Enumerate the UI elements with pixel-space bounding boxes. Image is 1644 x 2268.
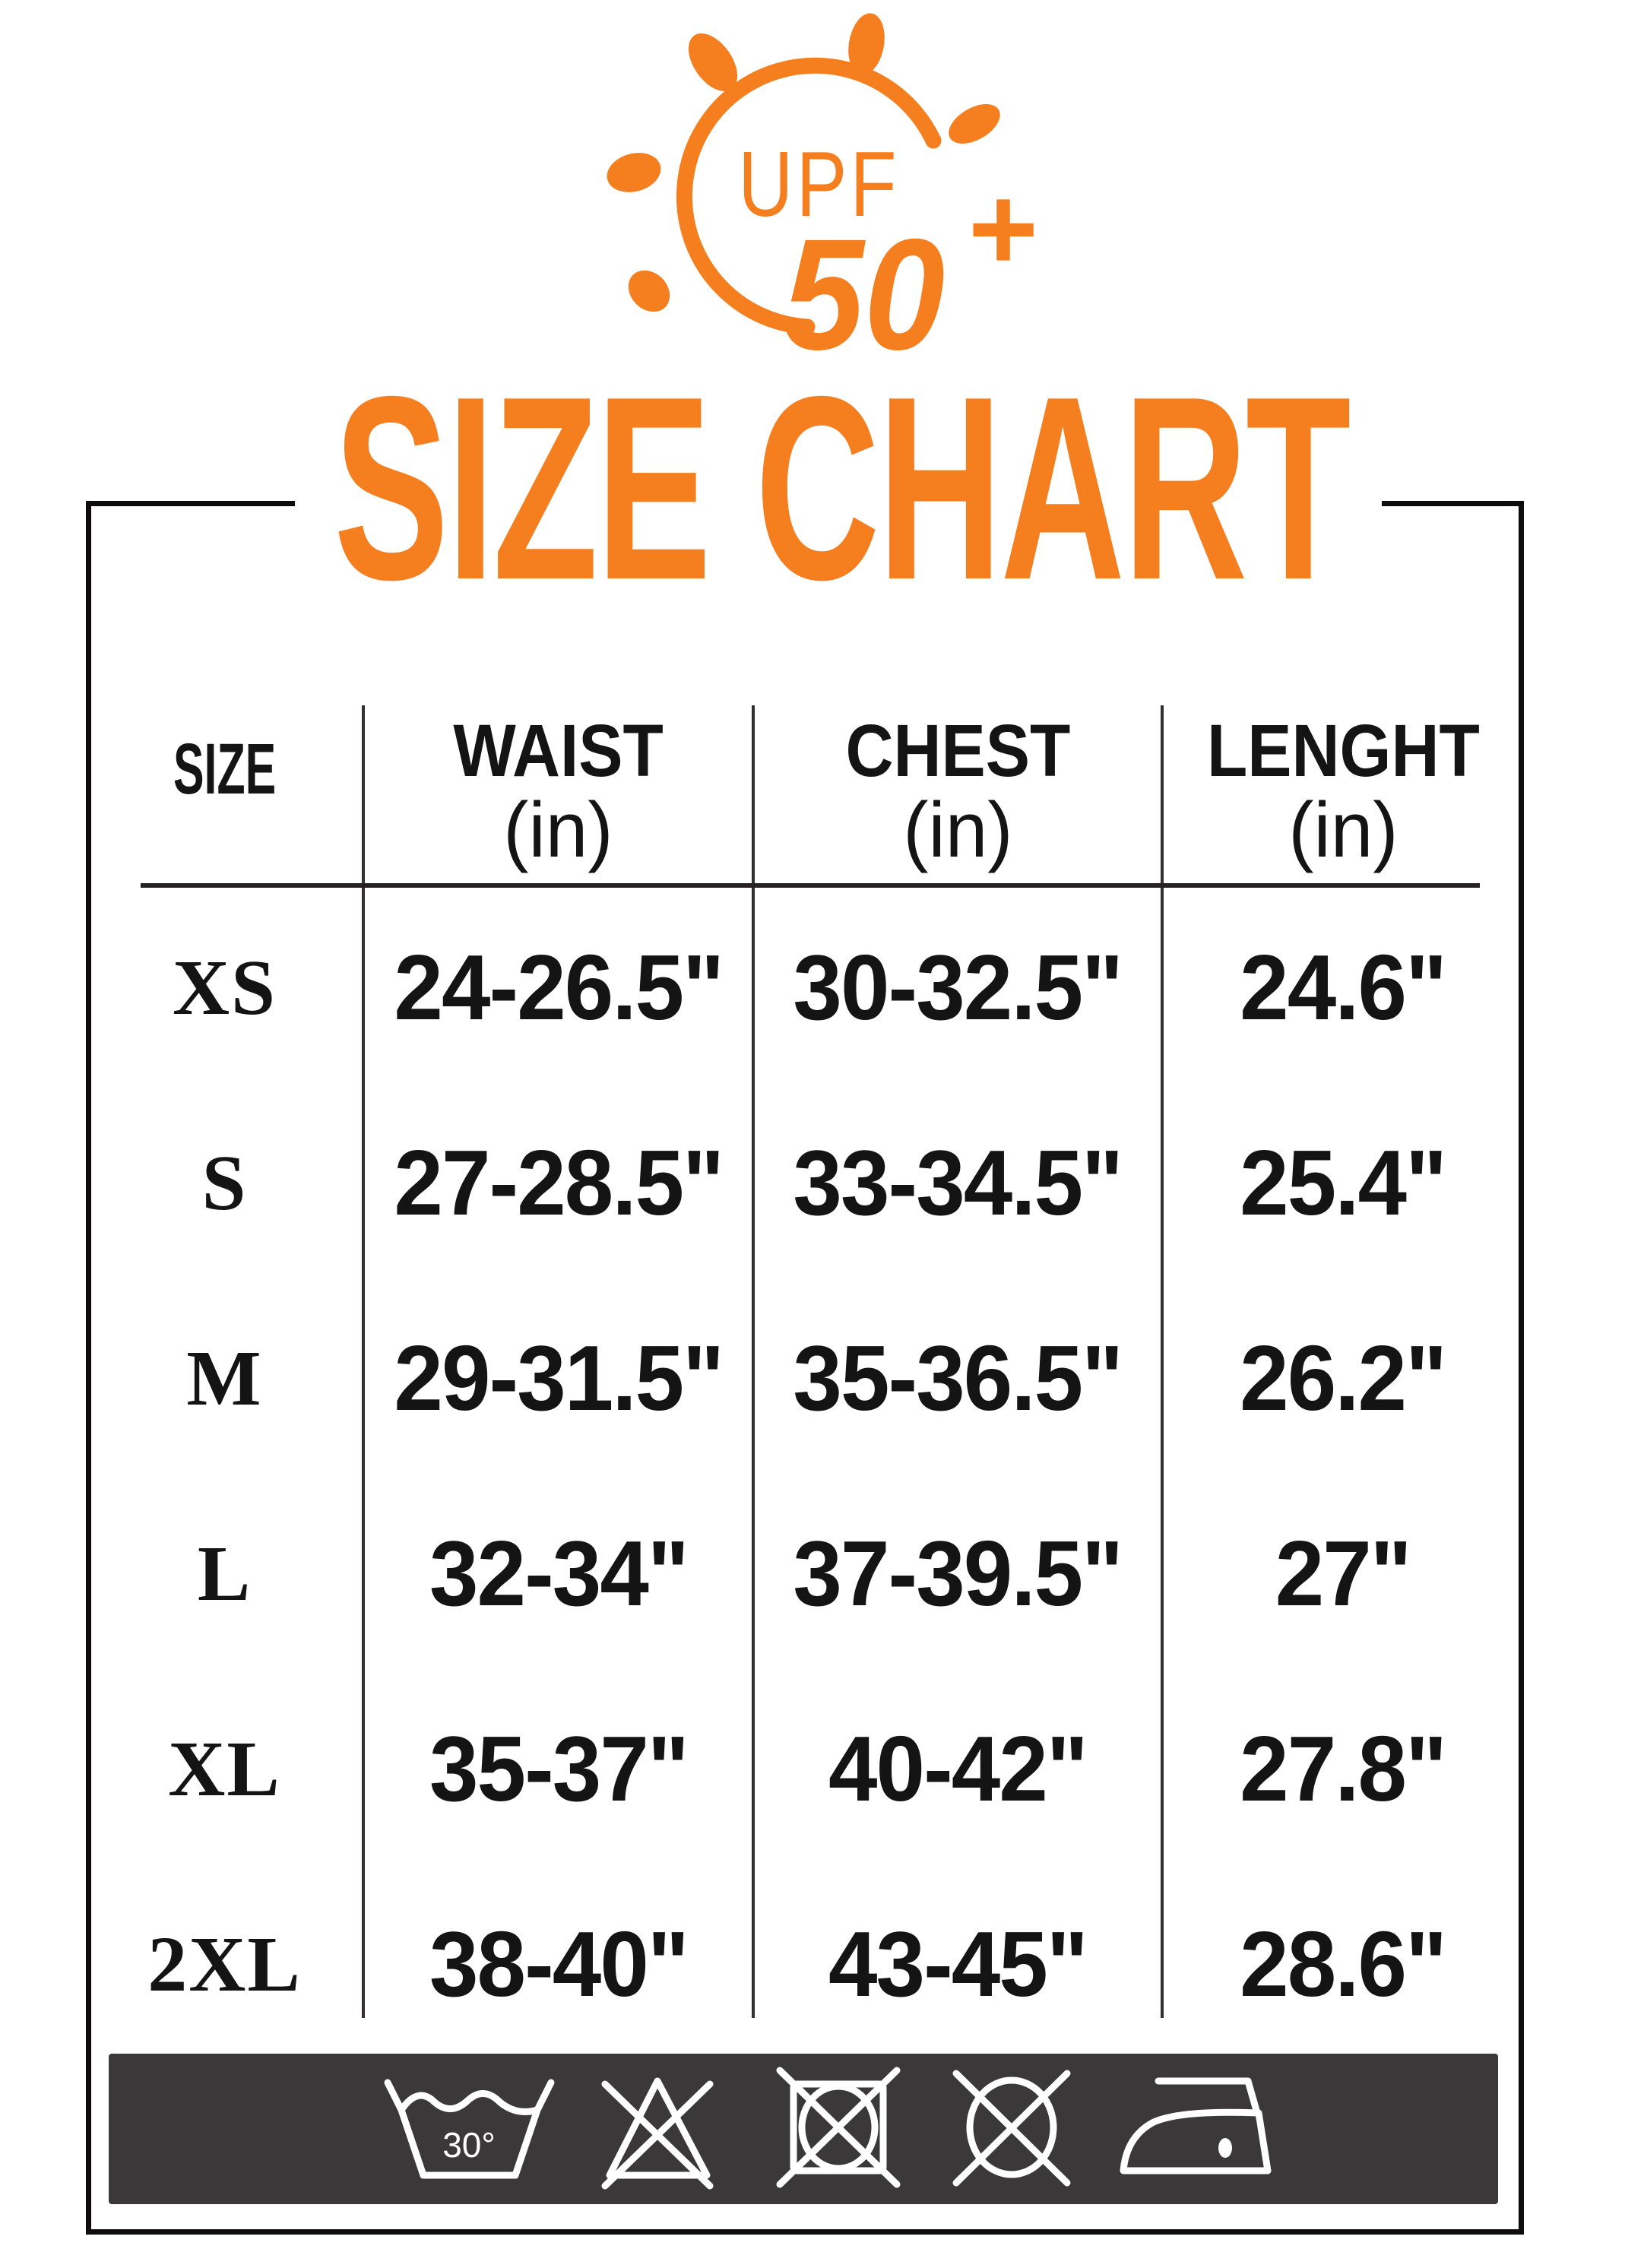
iron-icon xyxy=(1110,2072,1277,2184)
size-label: L xyxy=(197,1529,252,1617)
table-row xyxy=(86,1509,1524,1638)
waist-value: 24-26.5" xyxy=(394,936,723,1039)
table-row xyxy=(86,1704,1524,1833)
upf-label: UPF xyxy=(737,132,900,236)
waist-value: 38-40" xyxy=(429,1912,688,2016)
upf-plus: + xyxy=(968,161,1039,296)
table-row xyxy=(86,1313,1524,1443)
size-label: M xyxy=(186,1334,263,1422)
length-value: 27" xyxy=(1275,1522,1411,1625)
column-header-size xyxy=(86,703,363,882)
table-row xyxy=(86,923,1524,1052)
chest-value: 37-39.5" xyxy=(793,1522,1123,1625)
size-label: XL xyxy=(168,1725,281,1813)
length-value: 24.6" xyxy=(1240,936,1446,1039)
chest-value: 40-42" xyxy=(828,1717,1087,1820)
column-header-label: CHEST xyxy=(845,708,1070,792)
length-value: 25.4" xyxy=(1240,1131,1446,1234)
column-header-label: SIZE xyxy=(173,729,277,810)
column-header-chest xyxy=(753,703,1162,882)
column-header-unit: (in) xyxy=(1288,785,1399,873)
column-header-length xyxy=(1162,703,1524,882)
table-row xyxy=(86,1899,1524,2029)
page-title: SIZE CHART xyxy=(333,342,1349,634)
length-value: 28.6" xyxy=(1240,1912,1446,2016)
chest-value: 43-45" xyxy=(828,1912,1087,2016)
chest-value: 33-34.5" xyxy=(793,1131,1123,1234)
length-value: 26.2" xyxy=(1240,1326,1446,1430)
size-label: S xyxy=(201,1139,248,1227)
column-header-unit: (in) xyxy=(503,785,613,873)
length-value: 27.8" xyxy=(1240,1717,1446,1820)
column-header-unit: (in) xyxy=(902,785,1013,873)
chest-value: 30-32.5" xyxy=(793,936,1123,1039)
column-header-label: LENGHT xyxy=(1206,708,1480,792)
waist-value: 29-31.5" xyxy=(394,1326,723,1430)
wash-temp-label: 30° xyxy=(442,2125,496,2165)
do-not-tumble-dry-icon xyxy=(771,2060,906,2195)
column-header-waist xyxy=(363,703,753,882)
header-underline xyxy=(141,883,1480,888)
wash-30-icon xyxy=(380,2070,559,2184)
chest-value: 35-36.5" xyxy=(793,1326,1123,1430)
waist-value: 27-28.5" xyxy=(394,1131,723,1234)
upf-value: 50 xyxy=(783,206,946,383)
column-header-label: WAIST xyxy=(453,708,664,792)
do-not-bleach-icon xyxy=(594,2063,721,2192)
size-label: XS xyxy=(173,943,277,1031)
do-not-dry-clean-icon xyxy=(944,2060,1079,2195)
waist-value: 35-37" xyxy=(429,1717,688,1820)
waist-value: 32-34" xyxy=(429,1522,688,1625)
size-label: 2XL xyxy=(147,1920,302,2008)
table-row xyxy=(86,1118,1524,1247)
